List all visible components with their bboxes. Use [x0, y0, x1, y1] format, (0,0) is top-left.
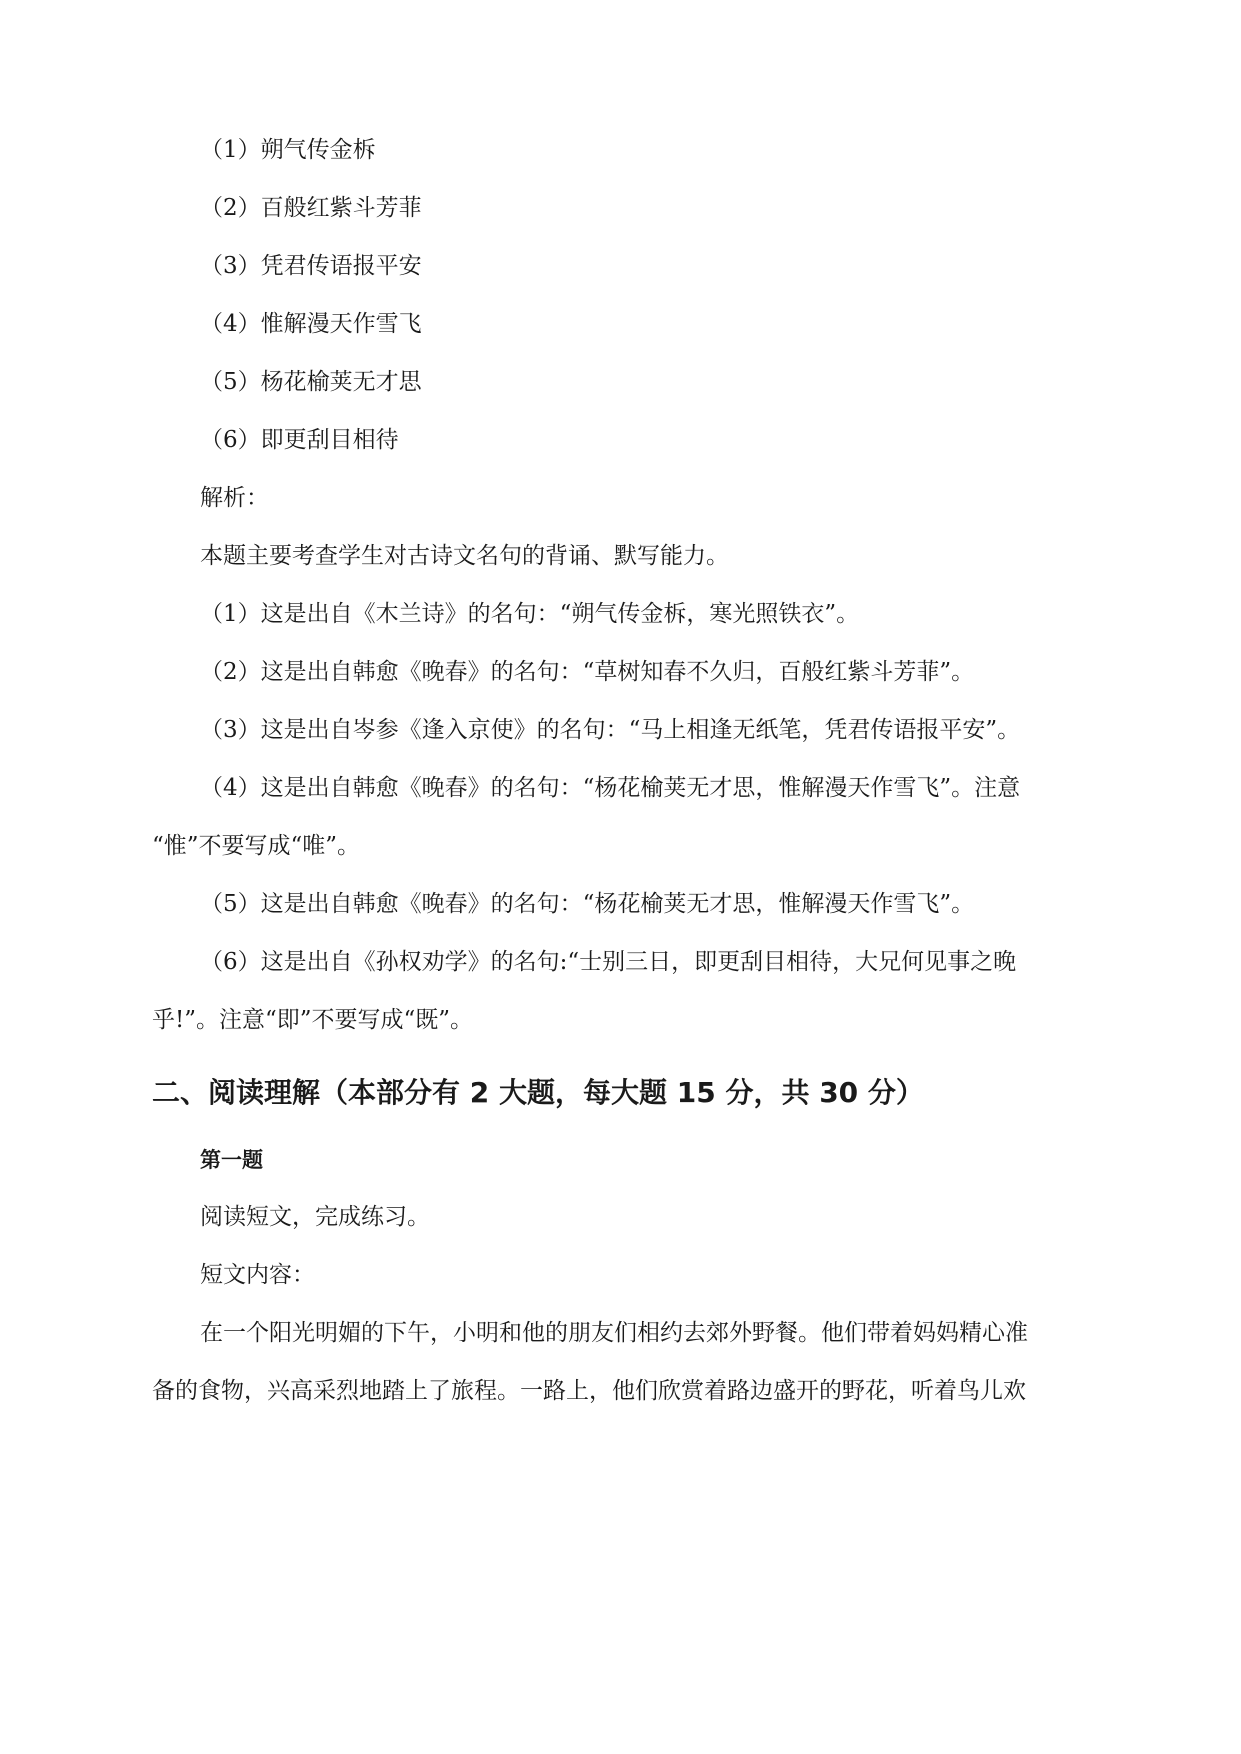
answer-line-2: （2）百般红紫斗芳菲 [200, 195, 422, 221]
question-instruction: 阅读短文，完成练习。 [200, 1204, 430, 1230]
analysis-item-2: （2）这是出自韩愈《晚春》的名句：“草树知春不久归，百般红紫斗芳菲”。 [200, 659, 975, 685]
analysis-item-1: （1）这是出自《木兰诗》的名句：“朔气传金柝，寒光照铁衣”。 [200, 601, 860, 627]
passage-label: 短文内容： [200, 1262, 315, 1288]
analysis-item-3: （3）这是出自岑参《逢入京使》的名句：“马上相逢无纸笔，凭君传语报平安”。 [200, 717, 1021, 743]
analysis-item-4: （4）这是出自韩愈《晚春》的名句：“杨花榆荚无才思，惟解漫天作雪飞”。注意 [200, 775, 1021, 801]
question-title: 第一题 [200, 1148, 263, 1172]
analysis-label: 解析： [200, 485, 269, 511]
answer-line-4: （4）惟解漫天作雪飞 [200, 311, 422, 337]
analysis-item-6: （6）这是出自《孙权劝学》的名句:“士别三日，即更刮目相待，大兄何见事之晚 [200, 949, 1017, 975]
passage-line-2: 备的食物，兴高采烈地踏上了旅程。一路上，他们欣赏着路边盛开的野花，听着鸟儿欢 [152, 1378, 1026, 1404]
answer-line-1: （1）朔气传金柝 [200, 137, 376, 163]
passage-line-1: 在一个阳光明媚的下午，小明和他的朋友们相约去郊外野餐。他们带着妈妈精心准 [200, 1320, 1028, 1346]
analysis-intro: 本题主要考查学生对古诗文名句的背诵、默写能力。 [200, 543, 729, 569]
analysis-item-5: （5）这是出自韩愈《晚春》的名句：“杨花榆荚无才思，惟解漫天作雪飞”。 [200, 891, 975, 917]
analysis-item-4-cont: “惟”不要写成“唯”。 [152, 833, 361, 859]
analysis-item-6-cont: 乎!”。注意“即”不要写成“既”。 [152, 1007, 474, 1033]
answer-line-6: （6）即更刮目相待 [200, 427, 399, 453]
answer-line-3: （3）凭君传语报平安 [200, 253, 422, 279]
answer-line-5: （5）杨花榆荚无才思 [200, 369, 422, 395]
section-heading: 二、阅读理解（本部分有 2 大题，每大题 15 分，共 30 分） [152, 1076, 924, 1109]
